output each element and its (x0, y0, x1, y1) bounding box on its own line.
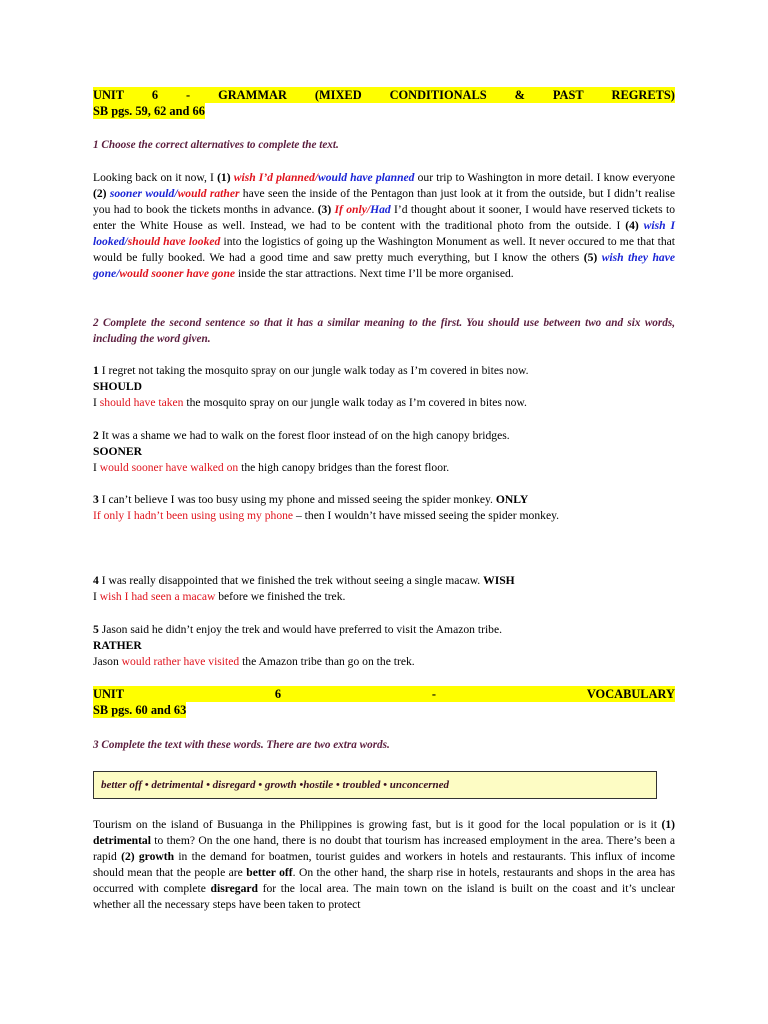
title-word: UNIT (93, 88, 124, 102)
prompt-text: It was a shame we had to walk on the forest floor instead of on the high canopy bridges. (98, 429, 510, 442)
gap-number: (3) (317, 203, 332, 216)
item-answer-line (93, 395, 675, 411)
item-number: 4 (93, 574, 99, 587)
item-answer-line (93, 589, 675, 605)
ex2-item-5 (93, 622, 675, 670)
item-number: 3 (93, 493, 99, 506)
text-span: inside the star attractions. Next time I’ll be more organised. (235, 267, 514, 280)
gap-answer: (1) detrimental (93, 818, 675, 847)
grammar-pages: SB pgs. 59, 62 and 66 (93, 104, 205, 118)
gap-number: (4) (625, 219, 639, 232)
vocab-header (93, 686, 675, 719)
prompt-text: I was really disappointed that we finished the trek without seeing a single macaw. (98, 574, 484, 587)
item-answer-line (93, 460, 675, 476)
answer-post: – then I wouldn’t have missed seeing the spider monkey. (293, 509, 560, 522)
gap-number: (2) (93, 187, 107, 200)
word-box: better off • detrimental • disregard • growth •hostile • troubled • unconcerned (93, 771, 657, 799)
answer-pre: I (93, 396, 100, 409)
keyword: ONLY (495, 493, 529, 506)
title-word: GRAMMAR (218, 88, 287, 102)
keyword: SHOULD (93, 380, 142, 393)
answer-text: would rather have visited (121, 655, 240, 668)
alt-option: would sooner have gone (119, 267, 236, 280)
alt-option: sooner would/ (109, 187, 178, 200)
title-word: & (514, 88, 525, 102)
text-span: Tourism on the island of Busuanga in the Philippines is growing fast, but is it good for the local population or is it (93, 818, 662, 831)
answer-text: would sooner have walked on (99, 461, 239, 474)
ex2-instruction: 2 Complete the second sentence so that it has a similar meaning to the first. You should use between two and six words, including the word given. (93, 317, 675, 345)
ex3-instruction: 3 Complete the text with these words. There are two extra words. (93, 739, 390, 751)
answer-post: the high canopy bridges than the forest floor. (238, 461, 450, 474)
keyword: RATHER (93, 639, 142, 652)
title-word: - (186, 88, 191, 102)
text-span: our trip to Washington in more detail. I know everyone (414, 171, 675, 184)
prompt-text: I can’t believe I was too busy using my phone and missed seeing the spider monkey. (98, 493, 496, 506)
alt-option: Had (370, 203, 391, 216)
ex2-item-3 (93, 492, 675, 524)
item-prompt (93, 622, 675, 638)
alt-option: wish I’d planned/ (233, 171, 318, 184)
item-answer-line (93, 654, 675, 670)
title-word: CONDITIONALS (389, 88, 487, 102)
answer-text: should have taken (99, 396, 184, 409)
text-span: for the local area. The main town on the island is built on the coast and it’s unclear whether all the necessary steps have been taken to protect (93, 882, 675, 911)
ex2-item-2 (93, 428, 675, 476)
text-span: to them? On the one hand, there is no doubt that tourism has increased employment in the area. There’s been a rapid (93, 834, 675, 863)
title-word: VOCABULARY (586, 687, 675, 701)
prompt-text: I regret not taking the mosquito spray on our jungle walk today as I’m covered in bites now. (98, 364, 529, 377)
gap-answer: (2) growth (121, 850, 175, 863)
item-number: 5 (93, 623, 99, 636)
answer-post: before we finished the trek. (215, 590, 346, 603)
prompt-text: Jason said he didn’t enjoy the trek and would have preferred to visit the Amazon tribe. (98, 623, 503, 636)
grammar-title (93, 87, 675, 103)
alt-option: wish I looked/ (93, 219, 675, 248)
ex1-instruction: 1 Choose the correct alternatives to complete the text. (93, 139, 339, 151)
gap-answer: better off (246, 866, 293, 879)
title-word: REGRETS) (611, 88, 675, 102)
vocab-title (93, 686, 675, 702)
vocab-pages: SB pgs. 60 and 63 (93, 703, 187, 717)
text-span: Looking back on it now, I (93, 171, 218, 184)
ex1-paragraph (93, 170, 675, 282)
item-prompt (93, 492, 675, 508)
grammar-header (93, 87, 675, 120)
title-word: PAST (552, 88, 584, 102)
gap-answer: disregard (210, 882, 258, 895)
item-number: 2 (93, 429, 99, 442)
answer-text: If only I hadn’t been using using my phone (93, 509, 294, 522)
keyword: WISH (483, 574, 515, 587)
title-word: 6 (274, 687, 282, 701)
text-span: I’d thought about it sooner, I would have reserved tickets to enter the White House as well. Instead, we had to be content with the traditional photo from the outside. I (93, 203, 675, 232)
answer-pre: Jason (93, 655, 122, 668)
ex2-item-4 (93, 573, 675, 605)
ex3-paragraph (93, 817, 675, 913)
ex2-item-1 (93, 363, 675, 411)
answer-post: the mosquito spray on our jungle walk today as I’m covered in bites now. (183, 396, 527, 409)
title-word: UNIT (93, 687, 124, 701)
item-prompt (93, 573, 675, 589)
alt-option: wish they have gone/ (93, 251, 675, 280)
text-span: into the logistics of going up the Washington Monument as well. It never occured to me that that would be fully booked. We had a good time and saw pretty much everything, but I know the others (93, 235, 675, 264)
item-number: 1 (93, 364, 99, 377)
answer-pre: I (93, 461, 100, 474)
answer-text: wish I had seen a macaw (99, 590, 216, 603)
answer-post: the Amazon tribe than go on the trek. (239, 655, 415, 668)
answer-pre: I (93, 590, 100, 603)
alt-option: should have looked (127, 235, 221, 248)
title-word: 6 (151, 88, 159, 102)
gap-number: (1) (217, 171, 231, 184)
item-prompt (93, 428, 675, 444)
text-span: in the demand for boatmen, tourist guides and workers in hotels and restaurants. This influx of income should mean that the people are (93, 850, 675, 879)
text-span: . On the other hand, the sharp rise in hotels, restaurants and shops in the area has occurred with complete (93, 866, 675, 895)
keyword: SOONER (93, 445, 142, 458)
gap-number: (5) (583, 251, 598, 264)
alt-option: If only/ (334, 203, 371, 216)
alt-option: would rather (177, 187, 240, 200)
item-prompt (93, 363, 675, 379)
title-word: - (431, 687, 437, 701)
title-word: (MIXED (314, 88, 362, 102)
text-span: have seen the inside of the Pentagon than just look at it from the outside, but I didn’t realise you had to book the tickets months in advance. (93, 187, 676, 216)
alt-option: would have planned (318, 171, 415, 184)
item-answer-line (93, 508, 675, 524)
